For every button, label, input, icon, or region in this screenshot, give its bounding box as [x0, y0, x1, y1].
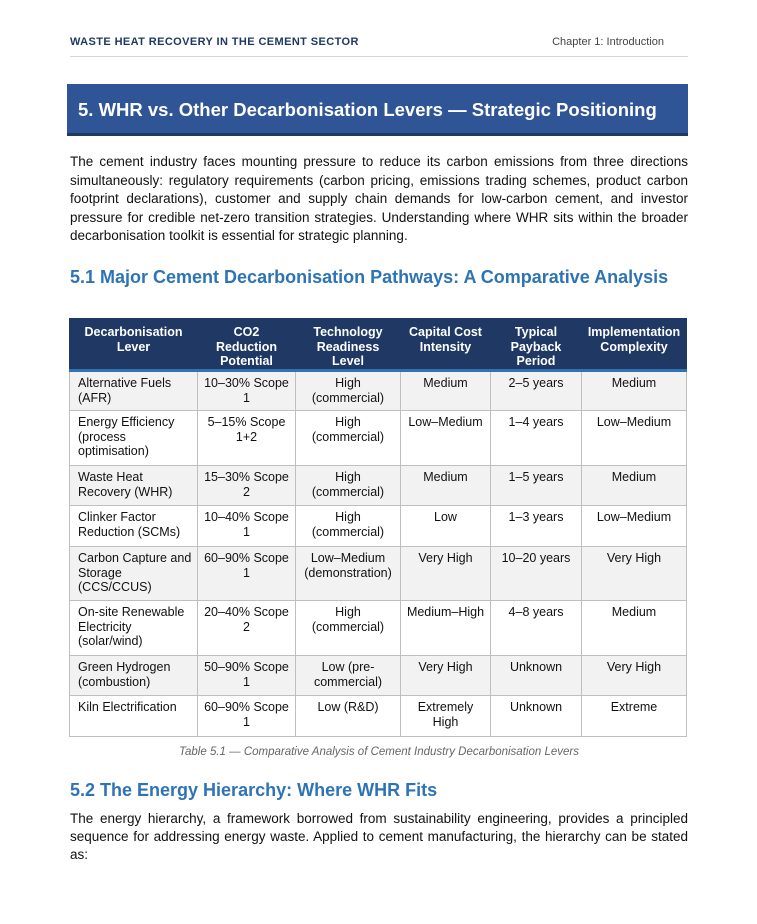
column-header: CO2 Reduction Potential — [198, 319, 296, 371]
table-cell: Medium — [582, 371, 687, 411]
table-cell: 10–30% Scope 1 — [198, 371, 296, 411]
table-cell: 1–3 years — [491, 506, 582, 547]
table-cell: Kiln Electrification — [70, 696, 198, 737]
comparison-table — [69, 318, 687, 737]
table-cell: 5–15% Scope 1+2 — [198, 411, 296, 466]
table-cell: Low–Medium — [582, 411, 687, 466]
table-cell: Very High — [401, 547, 491, 601]
table-cell: Medium–High — [401, 601, 491, 656]
table-cell: High (commercial) — [296, 601, 401, 656]
table-row — [70, 656, 687, 696]
table-cell: Medium — [582, 466, 687, 506]
column-header: Capital Cost Intensity — [401, 319, 491, 371]
table-cell: 2–5 years — [491, 371, 582, 411]
table-cell: High (commercial) — [296, 411, 401, 466]
column-header: Implementation Complexity — [582, 319, 687, 371]
section-5-1-heading: 5.1 Major Cement Decarbonisation Pathways: A Comparative Analysis — [70, 267, 669, 287]
table-cell: Clinker Factor Reduction (SCMs) — [70, 506, 198, 547]
table-cell: Extreme — [582, 696, 687, 737]
table-cell: Low — [401, 506, 491, 547]
section-title: 5. WHR vs. Other Decarbonisation Levers — Strategic Positioning — [78, 99, 657, 120]
table-cell: Very High — [582, 656, 687, 696]
table-cell: 10–40% Scope 1 — [198, 506, 296, 547]
table-cell: High (commercial) — [296, 466, 401, 506]
table-cell: Medium — [401, 371, 491, 411]
table-cell: 1–5 years — [491, 466, 582, 506]
table-cell: Unknown — [491, 656, 582, 696]
table-cell: 15–30% Scope 2 — [198, 466, 296, 506]
table-cell: 4–8 years — [491, 601, 582, 656]
table-cell: On-site Renewable Electricity (solar/wind) — [70, 601, 198, 656]
column-header: Typical Payback Period — [491, 319, 582, 371]
table-cell: Green Hydrogen (combustion) — [70, 656, 198, 696]
intro-paragraph: The cement industry faces mounting pressure to reduce its carbon emissions from three directions simultaneously: regulatory requirements (carbon pricing, emissions trading schemes, product carbon footprint declarations), customer and supply chain demands for low-carbon cement, and investor pressure for credible net-zero transition strategies. Understanding where WHR sits within the broader decarbonisation toolkit is essential for strategic planning. — [70, 154, 688, 244]
table-caption: Table 5.1 — Comparative Analysis of Cement Industry Decarbonisation Levers — [179, 746, 579, 758]
table-header-row — [70, 319, 687, 371]
table-cell: Energy Efficiency (process optimisation) — [70, 411, 198, 466]
table-cell: High (commercial) — [296, 506, 401, 547]
table-row — [70, 696, 687, 737]
table-cell: Medium — [582, 601, 687, 656]
column-header: Decarbonisation Lever — [70, 319, 198, 371]
table-cell: 60–90% Scope 1 — [198, 696, 296, 737]
section-5-2-paragraph: The energy hierarchy, a framework borrowed from sustainability engineering, provides a principled sequence for addressing energy waste. Applied to cement manufacturing, the hierarchy can be stated as: — [70, 811, 688, 863]
table-row — [70, 547, 687, 601]
section-banner — [67, 84, 688, 136]
running-header — [70, 36, 688, 57]
table-cell: Very High — [582, 547, 687, 601]
document-title: WASTE HEAT RECOVERY IN THE CEMENT SECTOR — [70, 36, 359, 48]
section-5-2-heading: 5.2 The Energy Hierarchy: Where WHR Fits — [70, 780, 438, 800]
table-row — [70, 601, 687, 656]
table-row — [70, 466, 687, 506]
table-cell: Very High — [401, 656, 491, 696]
column-header: Technology Readiness Level — [296, 319, 401, 371]
table-cell: Medium — [401, 466, 491, 506]
table-cell: Waste Heat Recovery (WHR) — [70, 466, 198, 506]
table-cell: 20–40% Scope 2 — [198, 601, 296, 656]
table-cell: 60–90% Scope 1 — [198, 547, 296, 601]
table-cell: 10–20 years — [491, 547, 582, 601]
table-cell: Low (pre-commercial) — [296, 656, 401, 696]
table-cell: High (commercial) — [296, 371, 401, 411]
table-cell: Unknown — [491, 696, 582, 737]
table-cell: Low–Medium — [401, 411, 491, 466]
chapter-label: Chapter 1: Introduction — [552, 36, 664, 48]
table-cell: Extremely High — [401, 696, 491, 737]
table-row — [70, 371, 687, 411]
table-cell: 50–90% Scope 1 — [198, 656, 296, 696]
table-cell: Carbon Capture and Storage (CCS/CCUS) — [70, 547, 198, 601]
table-cell: Low–Medium — [582, 506, 687, 547]
table-cell: Low (R&D) — [296, 696, 401, 737]
table-row — [70, 506, 687, 547]
table-cell: Low–Medium (demonstration) — [296, 547, 401, 601]
table-row — [70, 411, 687, 466]
table-cell: Alternative Fuels (AFR) — [70, 371, 198, 411]
table-cell: 1–4 years — [491, 411, 582, 466]
